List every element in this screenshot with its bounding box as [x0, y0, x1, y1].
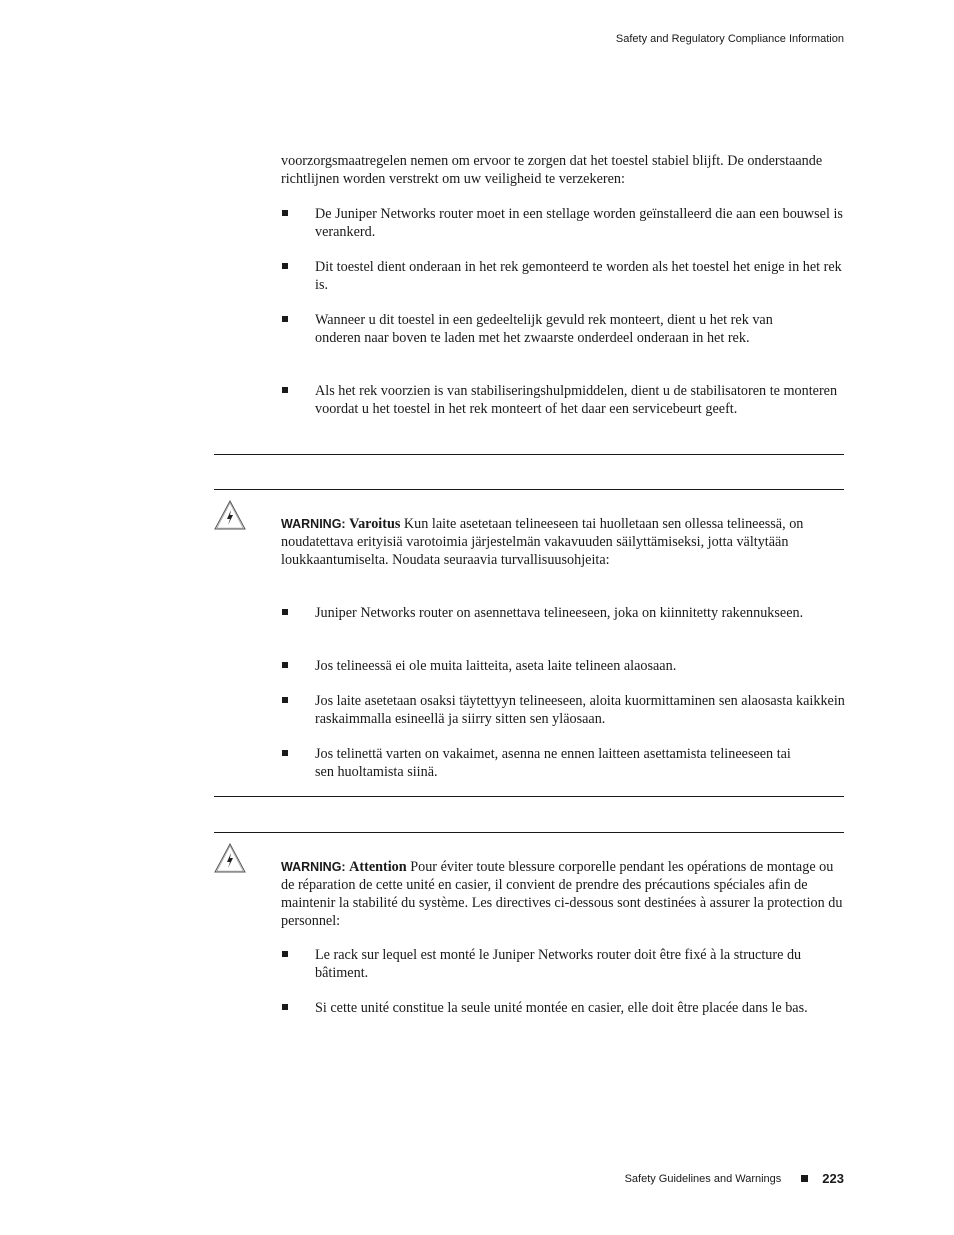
warning-language: Attention — [349, 859, 407, 875]
list-item-text: Si cette unité constitue la seule unité montée en casier, elle doit être placée dans le bas. — [315, 1000, 808, 1016]
bullet-marker — [282, 316, 288, 322]
warning-body: Kun laite asetetaan telineeseen tai huolletaan sen ollessa telineessä, on noudatettava erityisiä varotoimia järjestelmän vakavuuden säilyttämiseksi, jotta vältytään loukkaantumiselta. Noudata seuraavia turvallisuusohjeita: — [281, 516, 804, 568]
list-item-text: Jos laite asetetaan osaksi täytettyyn telineeseen, aloita kuormittaminen sen alaosasta kaikkein raskaimmalla esineellä ja siirry sitten sen yläosaan. — [315, 693, 845, 727]
section-divider — [214, 489, 844, 490]
page-footer — [625, 1171, 844, 1186]
bullet-marker — [282, 750, 288, 756]
section-divider — [214, 796, 844, 797]
section-divider — [214, 832, 844, 833]
list-item-text: De Juniper Networks router moet in een stellage worden geïnstalleerd die aan een bouwsel is verankerd. — [315, 206, 843, 240]
list-item-text: Jos telineessä ei ole muita laitteita, aseta laite telineen alaosaan. — [315, 658, 677, 674]
list-item-text: Jos telinettä varten on vakaimet, asenna ne ennen laitteen asettamista telineeseen tai sen huoltamista siinä. — [315, 746, 791, 780]
bullet-marker — [282, 662, 288, 668]
french-warning-text — [281, 858, 845, 930]
warning-language: Varoitus — [349, 516, 401, 532]
list-item-text: Le rack sur lequel est monté le Juniper Networks router doit être fixé à la structure du bâtiment. — [315, 947, 802, 981]
list-item-text: Dit toestel dient onderaan in het rek gemonteerd te worden als het toestel het enige in het rek is. — [315, 259, 842, 293]
warning-body: Pour éviter toute blessure corporelle pendant les opérations de montage ou de réparation de cette unité en casier, il convient de prendre des précautions spéciales afin de maintenir la stabilité du système. Les directives ci-dessous sont destinées à assurer la protection du personnel: — [281, 859, 843, 929]
footer-separator — [801, 1175, 808, 1182]
bullet-marker — [282, 210, 288, 216]
bullet-marker — [282, 387, 288, 393]
bullet-marker — [282, 951, 288, 957]
list-item-text: Wanneer u dit toestel in een gedeeltelijk gevuld rek monteert, dient u het rek van onderen naar boven te laden met het zwaarste onderdeel onderaan in het rek. — [315, 312, 773, 346]
section-divider — [214, 454, 844, 455]
warning-label: WARNING: — [281, 517, 346, 531]
bullet-marker — [282, 263, 288, 269]
dutch-intro: voorzorgsmaatregelen nemen om ervoor te zorgen dat het toestel stabiel blijft. De onderstaande richtlijnen worden verstrekt om uw veiligheid te verzekeren: — [281, 153, 823, 187]
finnish-warning-text — [281, 515, 845, 569]
page-number: 223 — [822, 1171, 844, 1186]
footer-section-title: Safety Guidelines and Warnings — [624, 1172, 782, 1185]
bullet-marker — [282, 697, 288, 703]
warning-label: WARNING: — [281, 860, 346, 874]
running-header: Safety and Regulatory Compliance Information — [615, 33, 844, 45]
list-item-text: Als het rek voorzien is van stabiliseringshulpmiddelen, dient u de stabilisatoren te monteren voordat u het toestel in het rek monteert of het daar een servicebeurt geeft. — [315, 383, 838, 417]
warning-electric-icon — [214, 843, 246, 873]
warning-electric-icon — [214, 500, 246, 530]
list-item-text: Juniper Networks router on asennettava telineeseen, joka on kiinnitetty rakennukseen. — [315, 605, 804, 621]
bullet-marker — [282, 609, 288, 615]
bullet-marker — [282, 1004, 288, 1010]
